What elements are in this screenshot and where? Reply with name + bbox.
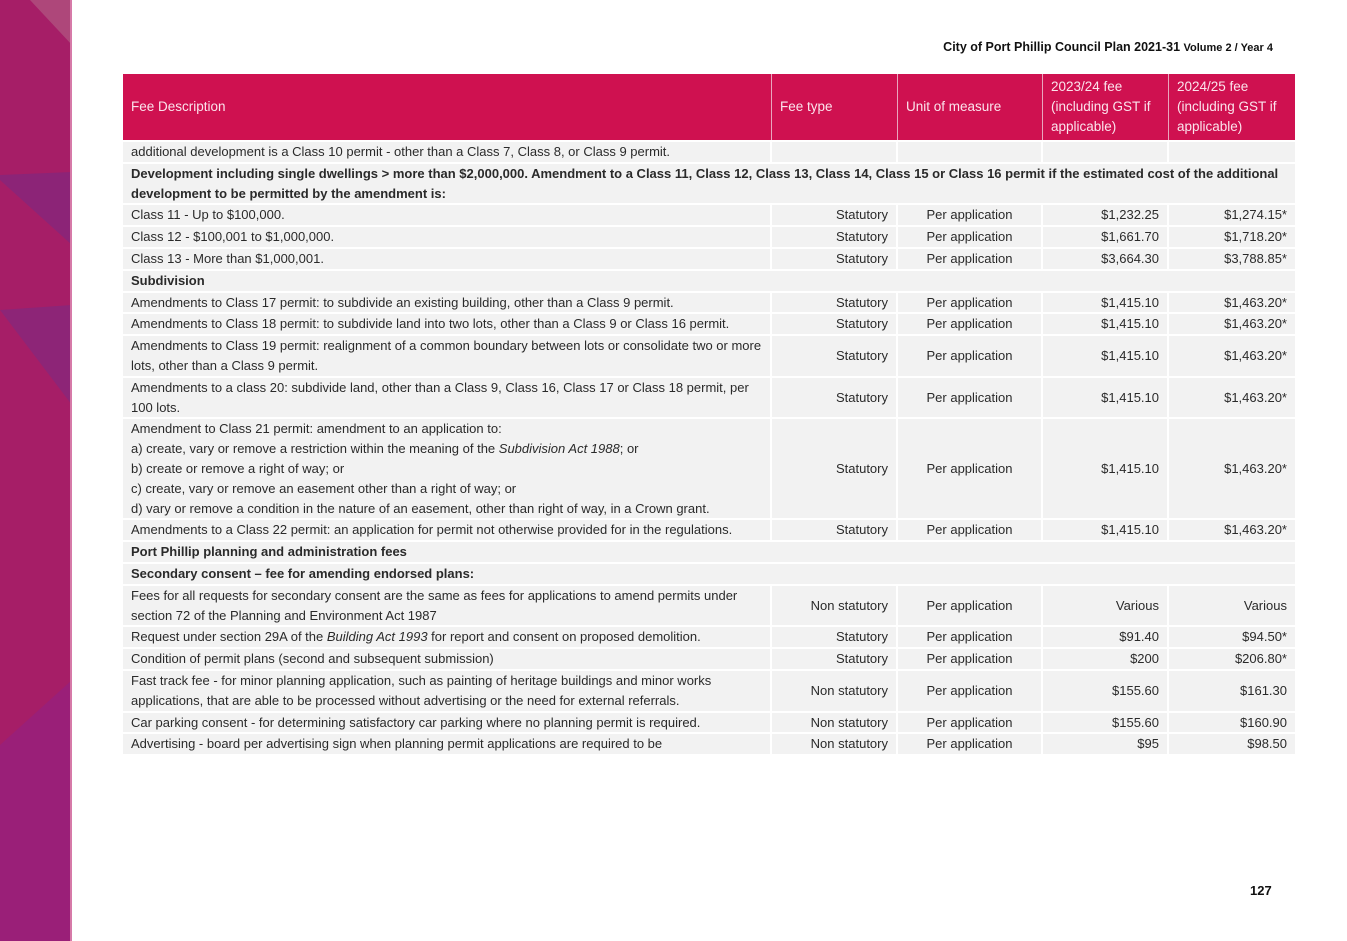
- fee-2023-24: $1,415.10: [1043, 291, 1169, 313]
- description-text: for report and consent on proposed demolition.: [427, 629, 701, 645]
- fee-2023-24: $1,415.10: [1043, 518, 1169, 540]
- decorative-side-band: [0, 0, 72, 941]
- unit-of-measure: Per application: [898, 669, 1043, 711]
- fee-2024-25: $1,274.15*: [1169, 203, 1295, 225]
- fee-type: Non statutory: [772, 669, 898, 711]
- fee-2023-24: $1,415.10: [1043, 376, 1169, 418]
- section-heading: Subdivision: [123, 269, 1295, 291]
- unit-of-measure: Per application: [898, 417, 1043, 518]
- section-heading: Port Phillip planning and administration fees: [123, 540, 1295, 562]
- fee-description: [123, 625, 772, 647]
- table-row: [123, 225, 1295, 247]
- fee-2024-25: $1,718.20*: [1169, 225, 1295, 247]
- fee-description: Fees for all requests for secondary consent are the same as fees for applications to amend permits under section 72 of the Planning and Environment Act 1987: [123, 584, 772, 626]
- unit-of-measure: Per application: [898, 584, 1043, 626]
- description-text: Request under section 29A of the: [131, 629, 327, 645]
- fee-type: Statutory: [772, 225, 898, 247]
- fee-type: Statutory: [772, 247, 898, 269]
- fee-2023-24: $155.60: [1043, 711, 1169, 733]
- description-text: a) create, vary or remove a restriction within the meaning of the: [131, 441, 499, 457]
- fee-2024-25: $1,463.20*: [1169, 417, 1295, 518]
- fee-type: Statutory: [772, 518, 898, 540]
- geometric-pattern-icon: [0, 0, 72, 941]
- fee-2024-25: $1,463.20*: [1169, 376, 1295, 418]
- column-header-2023-24-fee: 2023/24 fee (including GST if applicable): [1043, 74, 1169, 140]
- unit-of-measure: [898, 140, 1043, 162]
- column-header-fee-description: Fee Description: [123, 74, 772, 140]
- fee-2024-25: [1169, 140, 1295, 162]
- section-heading: Secondary consent – fee for amending endorsed plans:: [123, 562, 1295, 584]
- section-heading-row: [123, 540, 1295, 562]
- fee-2023-24: $1,661.70: [1043, 225, 1169, 247]
- fee-2023-24: Various: [1043, 584, 1169, 626]
- table-row: [123, 247, 1295, 269]
- table-row: [123, 669, 1295, 711]
- fee-2024-25: $94.50*: [1169, 625, 1295, 647]
- unit-of-measure: Per application: [898, 247, 1043, 269]
- table-row: [123, 334, 1295, 376]
- act-name: Building Act 1993: [326, 629, 428, 645]
- description-line: b) create or remove a right of way; or: [131, 460, 345, 476]
- fee-description: Amendments to a Class 22 permit: an application for permit not otherwise provided for in the regulations.: [123, 518, 772, 540]
- fee-description: Class 12 - $100,001 to $1,000,000.: [123, 225, 772, 247]
- fee-description: Advertising - board per advertising sign when planning permit applications are required to be: [123, 732, 772, 754]
- section-heading-row: [123, 269, 1295, 291]
- fee-description: Amendments to a class 20: subdivide land, other than a Class 9, Class 16, Class 17 or Class 18 permit, per 100 lots.: [123, 376, 772, 418]
- unit-of-measure: Per application: [898, 334, 1043, 376]
- fee-2024-25: Various: [1169, 584, 1295, 626]
- description-line: [131, 439, 762, 459]
- table-row: [123, 711, 1295, 733]
- table-row: [123, 732, 1295, 754]
- fee-description: [123, 417, 772, 518]
- table-row: [123, 376, 1295, 418]
- fee-type: Statutory: [772, 647, 898, 669]
- description-line: c) create, vary or remove an easement other than a right of way; or: [131, 480, 517, 496]
- unit-of-measure: Per application: [898, 203, 1043, 225]
- description-text: ; or: [619, 441, 639, 457]
- fee-2023-24: $155.60: [1043, 669, 1169, 711]
- fee-type: Non statutory: [772, 584, 898, 626]
- fee-2023-24: $1,232.25: [1043, 203, 1169, 225]
- fee-2023-24: $95: [1043, 732, 1169, 754]
- fee-2024-25: $1,463.20*: [1169, 312, 1295, 334]
- act-name: Subdivision Act 1988: [498, 441, 620, 457]
- table-row: [123, 140, 1295, 162]
- fee-2023-24: $91.40: [1043, 625, 1169, 647]
- table-row: [123, 625, 1295, 647]
- fee-type: Statutory: [772, 625, 898, 647]
- section-heading: Development including single dwellings > more than $2,000,000. Amendment to a Class 11, Class 12, Class 13, Class 14, Class 15 or Class 16 permit if the estimated cost of the additional development to be permitted by the amendment is:: [123, 162, 1295, 204]
- fee-2023-24: $3,664.30: [1043, 247, 1169, 269]
- fee-description: additional development is a Class 10 permit - other than a Class 7, Class 8, or Class 9 permit.: [123, 140, 772, 162]
- fee-2023-24: $1,415.10: [1043, 312, 1169, 334]
- description-line: d) vary or remove a condition in the nature of an easement, other than right of way, in a Crown grant.: [131, 500, 710, 516]
- unit-of-measure: Per application: [898, 291, 1043, 313]
- section-heading-row: [123, 562, 1295, 584]
- document-subtitle: Volume 2 / Year 4: [1183, 42, 1273, 54]
- fee-description: Fast track fee - for minor planning application, such as painting of heritage buildings and minor works applications, that are able to be processed without advertising or the need for external referrals.: [123, 669, 772, 711]
- fee-2024-25: $160.90: [1169, 711, 1295, 733]
- fee-description: Class 13 - More than $1,000,001.: [123, 247, 772, 269]
- unit-of-measure: Per application: [898, 711, 1043, 733]
- fee-2024-25: $1,463.20*: [1169, 291, 1295, 313]
- unit-of-measure: Per application: [898, 312, 1043, 334]
- fee-type: Statutory: [772, 417, 898, 518]
- fee-2024-25: $1,463.20*: [1169, 334, 1295, 376]
- fee-description: Class 11 - Up to $100,000.: [123, 203, 772, 225]
- fee-description: Amendments to Class 17 permit: to subdivide an existing building, other than a Class 9 permit.: [123, 291, 772, 313]
- fee-2024-25: $98.50: [1169, 732, 1295, 754]
- fee-type: Non statutory: [772, 711, 898, 733]
- fee-type: Non statutory: [772, 732, 898, 754]
- table-row: [123, 647, 1295, 669]
- fee-type: Statutory: [772, 312, 898, 334]
- fee-2023-24: $200: [1043, 647, 1169, 669]
- fee-type: Statutory: [772, 334, 898, 376]
- table-row: [123, 312, 1295, 334]
- unit-of-measure: Per application: [898, 732, 1043, 754]
- fees-table: [123, 74, 1295, 754]
- unit-of-measure: Per application: [898, 625, 1043, 647]
- fee-type: Statutory: [772, 291, 898, 313]
- fee-2024-25: $3,788.85*: [1169, 247, 1295, 269]
- column-header-unit-of-measure: Unit of measure: [898, 74, 1043, 140]
- table-row: [123, 291, 1295, 313]
- fee-type: Statutory: [772, 203, 898, 225]
- fee-2024-25: $206.80*: [1169, 647, 1295, 669]
- unit-of-measure: Per application: [898, 225, 1043, 247]
- page-number: 127: [1250, 883, 1272, 898]
- fee-2024-25: $1,463.20*: [1169, 518, 1295, 540]
- fee-description: Amendments to Class 19 permit: realignment of a common boundary between lots or consolidate two or more lots, other than a Class 9 permit.: [123, 334, 772, 376]
- unit-of-measure: Per application: [898, 647, 1043, 669]
- unit-of-measure: Per application: [898, 518, 1043, 540]
- fee-description: Car parking consent - for determining satisfactory car parking where no planning permit is required.: [123, 711, 772, 733]
- column-header-2024-25-fee: 2024/25 fee (including GST if applicable): [1169, 74, 1295, 140]
- page-header: [943, 40, 1273, 54]
- document-title: City of Port Phillip Council Plan 2021-31: [943, 40, 1181, 54]
- column-header-fee-type: Fee type: [772, 74, 898, 140]
- table-row: [123, 584, 1295, 626]
- unit-of-measure: Per application: [898, 376, 1043, 418]
- fee-2024-25: $161.30: [1169, 669, 1295, 711]
- table-header-row: [123, 74, 1295, 140]
- fee-description: Amendments to Class 18 permit: to subdivide land into two lots, other than a Class 9 or Class 16 permit.: [123, 312, 772, 334]
- table-row: [123, 518, 1295, 540]
- fee-2023-24: [1043, 140, 1169, 162]
- table-row: [123, 203, 1295, 225]
- fee-type: [772, 140, 898, 162]
- section-heading-row: [123, 162, 1295, 204]
- description-line: Amendment to Class 21 permit: amendment to an application to:: [131, 421, 502, 437]
- side-band-edge: [70, 0, 72, 941]
- fee-type: Statutory: [772, 376, 898, 418]
- fee-2023-24: $1,415.10: [1043, 417, 1169, 518]
- fee-2023-24: $1,415.10: [1043, 334, 1169, 376]
- table-row: [123, 417, 1295, 518]
- fee-description: Condition of permit plans (second and subsequent submission): [123, 647, 772, 669]
